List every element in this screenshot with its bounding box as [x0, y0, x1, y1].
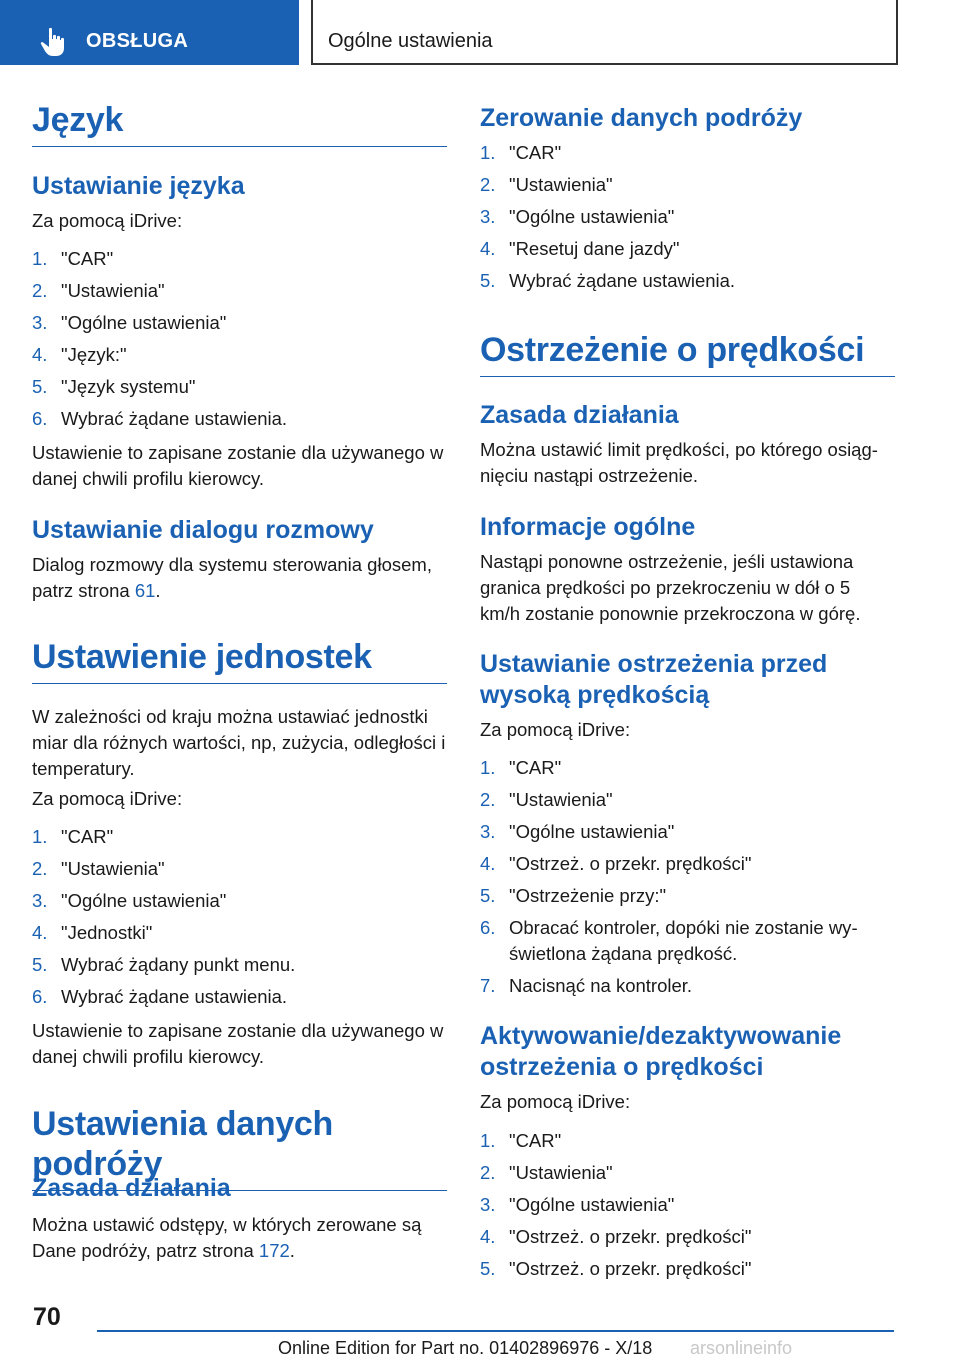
list-item: 5. "Ostrzeżenie przy:"	[480, 885, 667, 906]
list-item: 2. "Ustawienia"	[32, 280, 165, 301]
intro-text: Za pomocą iDrive:	[32, 210, 183, 231]
list-item: 2. "Ustawienia"	[480, 174, 613, 195]
note-text: Ustawienie to zapisane zostanie dla używanego w danej chwili profilu kierowcy.	[32, 442, 444, 489]
list-item: 3. "Ogólne ustawienia"	[32, 312, 227, 333]
intro-text: Za pomocą iDrive:	[480, 719, 631, 740]
list-item: 6. Wybrać żądane ustawienia.	[32, 408, 288, 429]
heading-zasada: Zasada działania	[480, 401, 679, 429]
heading-ostrzezenie: Ostrzeżenie o prędkości	[480, 330, 895, 377]
dialog-text: Dialog rozmowy dla systemu sterowania głosem, patrz strona 61.	[32, 554, 432, 601]
steps-list-jezyk	[32, 246, 447, 438]
intro-text: Za pomocą iDrive:	[32, 788, 183, 809]
list-item: 3. "Ogólne ustawienia"	[480, 206, 675, 227]
edition-text: Online Edition for Part no. 01402896976 - X/18	[278, 1338, 653, 1358]
header-title-box	[311, 0, 898, 65]
dane-text: Można ustawić odstępy, w których zerowane są Dane podróży, patrz strona 172.	[32, 1214, 422, 1261]
zasada-text: Można ustawić limit prędkości, po którego osiągnięciu nastąpi ostrzeżenie.	[480, 439, 878, 486]
list-item: 6. Wybrać żądane ustawienia.	[32, 986, 288, 1007]
list-item: 1. "CAR"	[32, 248, 114, 269]
section-tab	[0, 0, 299, 65]
heading-jezyk: Język	[32, 100, 447, 147]
list-item: 4. "Jednostki"	[32, 922, 153, 943]
heading-zasada: Zasada działania	[32, 1174, 231, 1202]
list-item: 4. "Ostrzeż. o przekr. prędkości"	[480, 853, 752, 874]
heading-aktywowanie: Aktywowanie/dezaktywowanie ostrzeżenia o prędkości	[480, 1022, 842, 1081]
heading-informacje: Informacje ogólne	[480, 513, 696, 541]
header-title: Ogólne ustawienia	[328, 30, 493, 52]
list-item: 2. "Ustawienia"	[480, 1162, 613, 1183]
hand-pointer-icon	[40, 27, 68, 57]
page-link[interactable]: 61	[134, 580, 156, 601]
heading-dialog: Ustawianie dialogu rozmowy	[32, 516, 374, 544]
list-item: 2. "Ustawienia"	[480, 789, 613, 810]
page-link[interactable]: 172	[258, 1240, 290, 1261]
list-item: 2. "Ustawienia"	[32, 858, 165, 879]
list-item: 1. "CAR"	[480, 1130, 562, 1151]
list-item: 1. "CAR"	[480, 142, 562, 163]
watermark: arsonlineinfo	[690, 1338, 793, 1358]
steps-list-aktywowanie	[480, 1128, 895, 1288]
list-item: 4. "Resetuj dane jazdy"	[480, 238, 680, 259]
list-item: 1. "CAR"	[480, 757, 562, 778]
list-item: 5. Wybrać żądane ustawienia.	[480, 270, 736, 291]
list-item: 6. Obracać kontroler, dopóki nie zostanie wyświetlona żądana prędkość.	[480, 917, 858, 964]
list-item: 1. "CAR"	[32, 826, 114, 847]
list-item: 3. "Ogólne ustawienia"	[32, 890, 227, 911]
steps-list-jednostki	[32, 824, 447, 1016]
footer-divider	[97, 1330, 894, 1332]
page-number: 70	[33, 1303, 61, 1331]
intro-text: Za pomocą iDrive:	[480, 1091, 631, 1112]
list-item: 3. "Ogólne ustawienia"	[480, 821, 675, 842]
heading-dane-podrozy: Ustawienia danych podróży	[32, 1104, 447, 1191]
heading-ustawianie-ostrzezenia: Ustawianie ostrzeżenia przed wysoką prędkością	[480, 650, 828, 709]
heading-ustawianie-jezyka: Ustawianie języka	[32, 172, 245, 200]
steps-list-ustawianie	[480, 755, 895, 1005]
list-item: 3. "Ogólne ustawienia"	[480, 1194, 675, 1215]
list-item: 5. "Język systemu"	[32, 376, 196, 397]
list-item: 4. "Ostrzeż. o przekr. prędkości"	[480, 1226, 752, 1247]
list-item: 4. "Język:"	[32, 344, 127, 365]
heading-zerowanie: Zerowanie danych podróży	[480, 104, 803, 132]
steps-list-zerowanie	[480, 140, 895, 300]
jednostki-text: W zależności od kraju można ustawiać jednostki miar dla różnych wartości, np, zużycia, odległości i temperatury.	[32, 706, 446, 779]
list-item: 7. Nacisnąć na kontroler.	[480, 975, 693, 996]
informacje-text: Nastąpi ponowne ostrzeżenie, jeśli ustawiona granica prędkości po przekroczeniu w dół o 5 km/h zostanie ponownie przekroczona w górę.	[480, 551, 861, 624]
heading-jednostki: Ustawienie jednostek	[32, 637, 447, 684]
section-label: OBSŁUGA	[86, 30, 189, 52]
list-item: 5. "Ostrzeż. o przekr. prędkości"	[480, 1258, 752, 1279]
note-text: Ustawienie to zapisane zostanie dla używanego w danej chwili profilu kierowcy.	[32, 1020, 444, 1067]
list-item: 5. Wybrać żądany punkt menu.	[32, 954, 296, 975]
